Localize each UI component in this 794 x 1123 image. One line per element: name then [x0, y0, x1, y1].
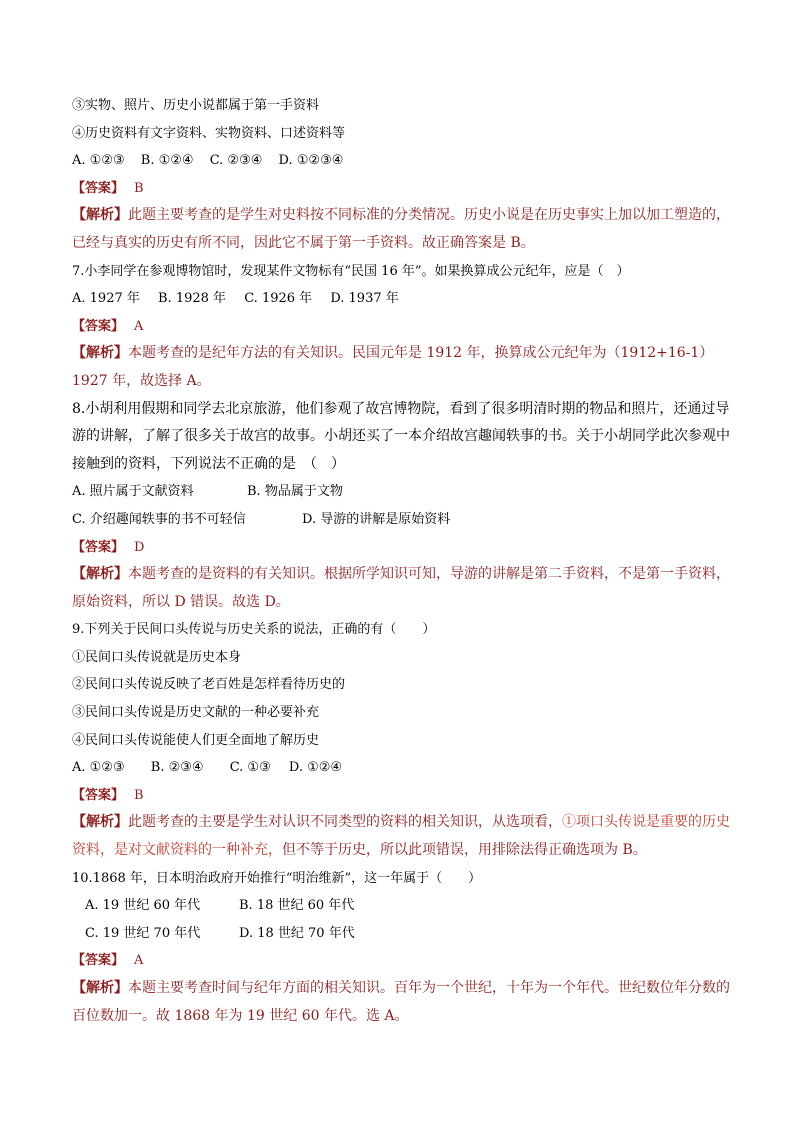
answer-label: 【答案】 — [72, 953, 125, 969]
q10-answer — [72, 947, 732, 975]
q10-options-row-1 — [72, 892, 732, 920]
q7-question: 7.小李同学在参观博物馆时，发现某件文物标有“民国 16 年”。如果换算成公元纪年，应是（ ） — [72, 263, 630, 279]
q7-option-d: D. 1937 年 — [330, 291, 399, 307]
answer-value: D — [134, 539, 145, 555]
q6-option-a: A. ①②③ — [72, 153, 125, 169]
answer-value: A — [134, 953, 144, 969]
analysis-text: 本题考查的是资料的有关知识。根据所学知识可知，导游的讲解是第二手资料，不是第一手资料，原始资料，所以 D 错误。故选 D。 — [72, 566, 730, 610]
q9-option-b: B. ②③④ — [150, 760, 204, 776]
analysis-label: 【解析】 — [72, 566, 128, 583]
q7-option-b: B. 1928 年 — [158, 291, 227, 307]
q6-options — [72, 147, 732, 175]
analysis-text-part-3: 但不等于历史，所以此项错误，用排除法得正确选项为 B。 — [282, 842, 647, 859]
answer-label: 【答案】 — [72, 787, 125, 803]
q6-option-d: D. ①②③④ — [278, 153, 344, 169]
q6-option-b: B. ①②④ — [140, 153, 194, 169]
q7-option-a: A. 1927 年 — [72, 291, 140, 307]
q8-answer — [72, 534, 732, 562]
answer-value: B — [134, 787, 144, 803]
q7-option-c: C. 1926 年 — [244, 291, 313, 307]
q9-question: 9.下列关于民间口头传说与历史关系的说法，正确的有（ ） — [72, 622, 436, 638]
analysis-label: 【解析】 — [72, 207, 128, 224]
q9-option-d: D. ①②④ — [288, 760, 343, 776]
q6-analysis — [72, 202, 732, 257]
q9-statement-3: ③民间口头传说是历史文献的一种必要补充 — [72, 705, 320, 721]
q8-option-a: A. 照片属于文献资料 — [72, 484, 194, 500]
q8-option-b: B. 物品属于文物 — [247, 484, 343, 500]
analysis-text: 此题主要考查的是学生对史料按不同标准的分类情况。历史小说是在历史事实上加以加工塑造的，已经与真实的历史有所不同，因此它不属于第一手资料。故正确答案是 B。 — [72, 207, 730, 251]
q10-question: 10.1868 年，日本明治政府开始推行“明治维新”，这一年属于（ ） — [72, 870, 482, 886]
q7-options — [72, 285, 732, 313]
q10-analysis — [72, 975, 732, 1030]
q9-statement-1: ①民间口头传说就是历史本身 — [72, 649, 242, 665]
q8-options-row-1 — [72, 478, 732, 506]
analysis-label: 【解析】 — [72, 814, 128, 831]
q10-option-b: B. 18 世纪 60 年代 — [239, 898, 355, 914]
q8-options-row-2 — [72, 506, 732, 534]
document-page — [72, 92, 732, 1030]
q8-question: 8.小胡利用假期和同学去北京旅游，他们参观了故宫博物院，看到了很多明清时期的物品和照片，还通过导游的讲解，了解了很多关于故宫的故事。小胡还买了一本介绍故宫趣闻轶事的书。关于小胡同学此次参观中接触到的资料，下列说法不正确的是 （ ） — [72, 400, 730, 472]
q10-options-row-2 — [72, 920, 732, 948]
q10-option-c: C. 19 世纪 70 年代 — [85, 925, 201, 941]
q7-analysis — [72, 340, 732, 395]
q9-analysis — [72, 809, 732, 864]
analysis-text: 本题考查的是纪年方法的有关知识。民国元年是 1912 年，换算成公元纪年为（1912+16-1）1927 年，故选择 A。 — [72, 345, 714, 389]
answer-label: 【答案】 — [72, 318, 125, 334]
q9-option-a: A. ①②③ — [72, 760, 125, 776]
q6-option-c: C. ②③④ — [209, 153, 263, 169]
q6-answer — [72, 175, 732, 203]
q9-options — [72, 754, 732, 782]
q10-option-d: D. 18 世纪 70 年代 — [239, 925, 355, 941]
answer-value: A — [134, 318, 144, 334]
q10-option-a: A. 19 世纪 60 年代 — [85, 898, 201, 914]
analysis-text-part-2: ①项口头传说是重要的历史资料，是对文献资料的一种补充， — [72, 814, 730, 859]
q9-answer — [72, 782, 732, 810]
q9-statement-2: ②民间口头传说反映了老百姓是怎样看待历史的 — [72, 677, 346, 693]
analysis-text: 本题主要考查时间与纪年方面的相关知识。百年为一个世纪，十年为一个年代。世纪数位年分数的百位数加一。故 1868 年为 19 世纪 60 年代。选 A。 — [72, 980, 730, 1024]
q8-option-d: D. 导游的讲解是原始资料 — [302, 511, 451, 527]
q9-option-c: C. ①③ — [229, 760, 271, 776]
analysis-text-part-1: 此题考查的主要是学生对认识不同类型的资料的相关知识，从选项看， — [128, 814, 562, 831]
analysis-label: 【解析】 — [72, 980, 128, 996]
q7-answer — [72, 313, 732, 341]
answer-value: B — [134, 180, 144, 196]
q8-analysis — [72, 561, 732, 616]
q8-option-c: C. 介绍趣闻轶事的书不可轻信 — [72, 511, 246, 527]
analysis-label: 【解析】 — [72, 345, 128, 362]
q6-statement-3: ③实物、照片、历史小说都属于第一手资料 — [72, 98, 320, 113]
q9-statement-4: ④民间口头传说能使人们更全面地了解历史 — [72, 732, 320, 748]
q6-statement-4: ④历史资料有文字资料、实物资料、口述资料等 — [72, 125, 346, 141]
answer-label: 【答案】 — [72, 180, 125, 196]
answer-label: 【答案】 — [72, 539, 125, 555]
